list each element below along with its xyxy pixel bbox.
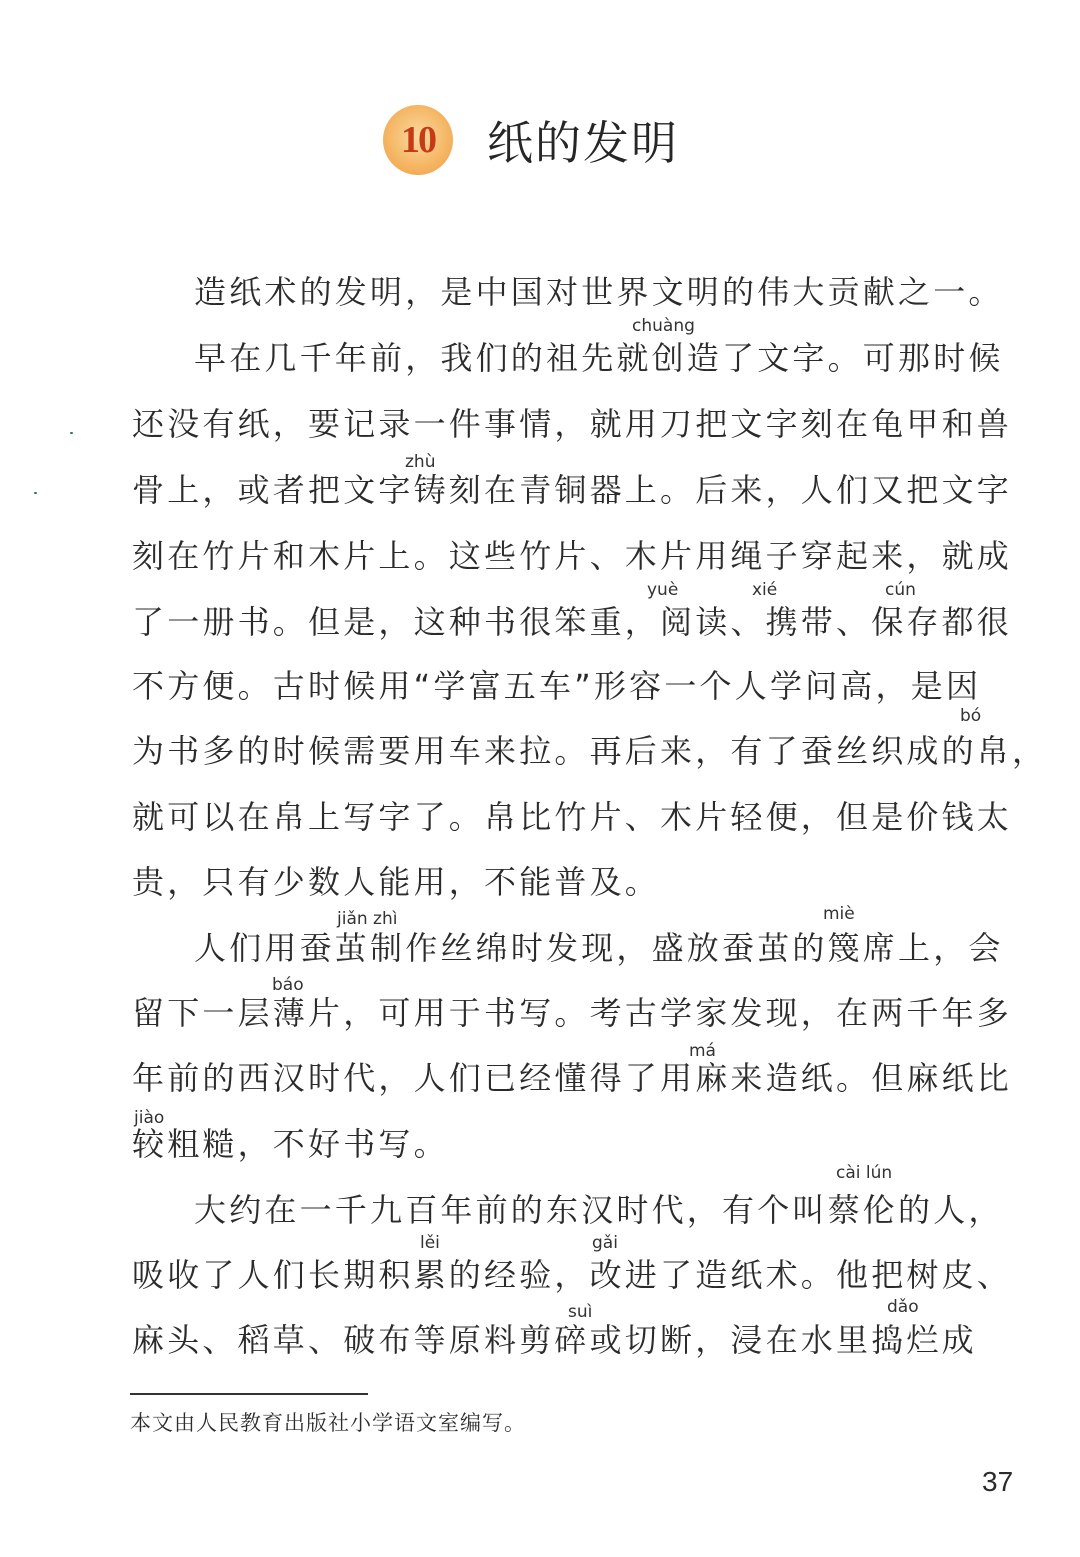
- text-line: 早在几千年前，我们的祖先就创造了文字。可那时候: [194, 339, 1004, 377]
- text-line: 就可以在帛上写字了。帛比竹片、木片轻便，但是价钱太: [132, 798, 1013, 836]
- text-line: 了一册书。但是，这种书很笨重，阅读、携带、保存都很: [132, 603, 1013, 641]
- text-line: 为书多的时候需要用车来拉。再后来，有了蚕丝织成的帛，: [132, 732, 1048, 770]
- text-line: 刻在竹片和木片上。这些竹片、木片用绳子穿起来，就成: [132, 537, 1013, 575]
- pinyin-annotation: suì: [568, 1302, 593, 1322]
- pinyin-annotation: lěi: [420, 1233, 440, 1253]
- pinyin-annotation: gǎi: [592, 1233, 618, 1253]
- pinyin-annotation: yuè: [647, 580, 679, 600]
- text-line: 大约在一千九百年前的东汉时代，有个叫蔡伦的人，: [194, 1191, 1004, 1229]
- text-line: 骨上，或者把文字铸刻在青铜器上。后来，人们又把文字: [132, 471, 1013, 509]
- pinyin-annotation: dǎo: [887, 1297, 919, 1317]
- pinyin-annotation: bó: [960, 706, 982, 726]
- pinyin-annotation: jiào: [134, 1108, 165, 1128]
- page-number: 37: [982, 1466, 1014, 1497]
- text-line: 人们用蚕茧制作丝绵时发现，盛放蚕茧的篾席上，会: [194, 929, 1004, 967]
- text-line: 较粗糙，不好书写。: [132, 1125, 449, 1163]
- lesson-header: [383, 104, 679, 176]
- pinyin-annotation: má: [689, 1041, 716, 1061]
- text-line: 麻头、稻草、破布等原料剪碎或切断，浸在水里捣烂成: [132, 1321, 977, 1359]
- text-line: 造纸术的发明，是中国对世界文明的伟大贡献之一。: [194, 273, 1004, 311]
- pinyin-annotation: xié: [752, 580, 778, 600]
- pinyin-annotation: zhù: [405, 452, 436, 472]
- pinyin-annotation: chuàng: [632, 316, 695, 336]
- text-line: 吸收了人们长期积累的经验，改进了造纸术。他把树皮、: [132, 1256, 1013, 1294]
- text-line: 留下一层薄片，可用于书写。考古学家发现，在两千年多: [132, 994, 1013, 1032]
- footnote-divider: [130, 1393, 368, 1395]
- footnote: 本文由人民教育出版社小学语文室编写。: [130, 1411, 526, 1435]
- text-line: 不方便。古时候用“学富五车”形容一个人学问高，是因: [132, 667, 982, 705]
- scan-speck: [34, 492, 37, 494]
- lesson-title: 纸的发明: [487, 116, 679, 170]
- scan-speck: [70, 432, 73, 434]
- pinyin-annotation: jiǎn zhì: [337, 909, 398, 929]
- pinyin-annotation: miè: [823, 904, 855, 924]
- lesson-number-badge: 10: [383, 105, 453, 175]
- pinyin-annotation: cài lún: [836, 1163, 893, 1183]
- pinyin-annotation: cún: [885, 580, 916, 600]
- pinyin-annotation: báo: [272, 975, 304, 995]
- text-line: 贵，只有少数人能用，不能普及。: [132, 863, 661, 901]
- text-line: 还没有纸，要记录一件事情，就用刀把文字刻在龟甲和兽: [132, 405, 1013, 443]
- text-line: 年前的西汉时代，人们已经懂得了用麻来造纸。但麻纸比: [132, 1059, 1013, 1097]
